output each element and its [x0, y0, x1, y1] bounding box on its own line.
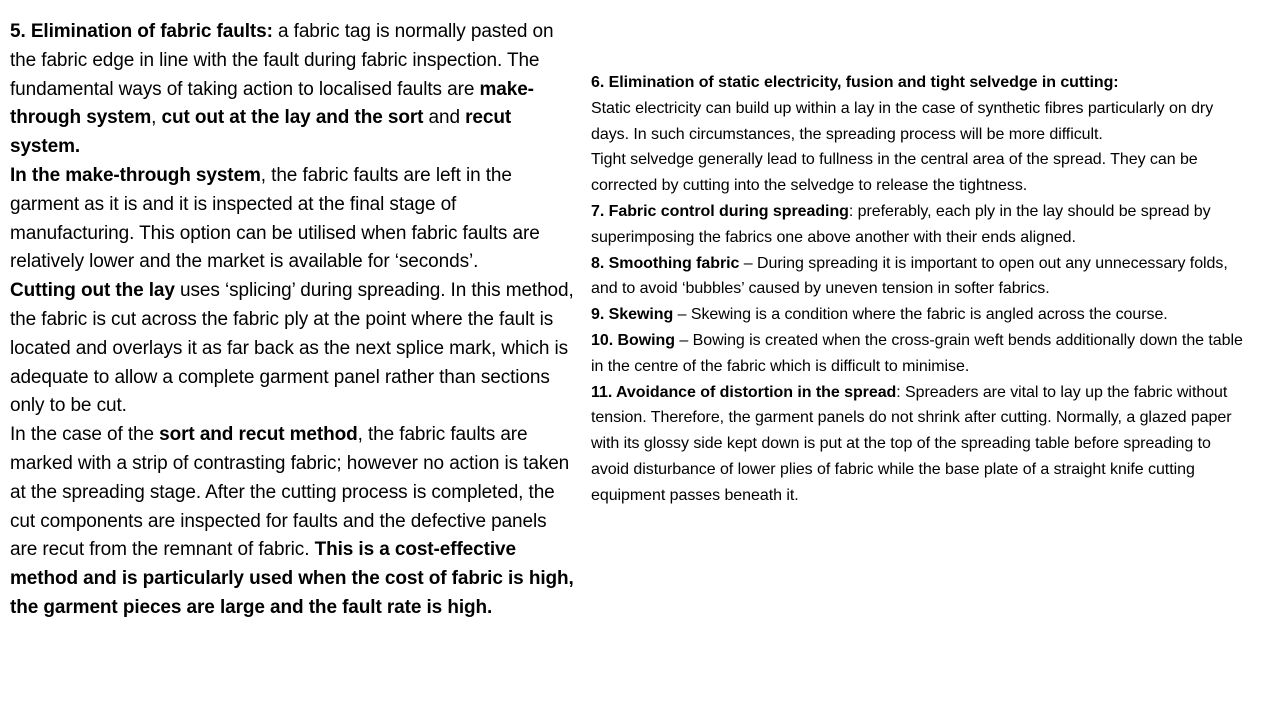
paragraph-make-through — [10, 162, 576, 277]
left-text-column — [10, 18, 576, 623]
text: , the fabric faults are left in the garment as it is and it is inspected at the final stage of manufacturing. This option can be utilised when fabric faults are relatively lower and the market is available for ‘seconds’. — [10, 164, 540, 273]
text: – During spreading it is important to open out any unnecessary folds, and to avoid ‘bubbles’ caused by uneven tension in softer fabrics. — [591, 254, 1228, 298]
right-text-column — [591, 70, 1253, 509]
heading-skewing: 9. Skewing — [591, 306, 674, 324]
paragraph-distortion — [591, 380, 1253, 509]
term-cut-out-at-lay: cut out at the lay and the sort — [161, 107, 424, 129]
heading-static-electricity: 6. Elimination of static electricity, fusion and tight selvedge in cutting: — [591, 74, 1119, 91]
paragraph-static-electricity — [591, 70, 1253, 147]
text: : preferably, each ply in the lay should be spread by superimposing the fabrics one above another with their ends aligned. — [591, 202, 1211, 246]
term-sort-and-recut-method: sort and recut method — [159, 424, 358, 446]
text: In the case of the — [10, 424, 160, 446]
paragraph-sort-and-recut — [10, 421, 576, 623]
heading-bowing: 10. Bowing — [591, 331, 675, 349]
heading-elimination-of-fabric-faults: 5. Elimination of fabric faults: — [10, 21, 273, 42]
paragraph-tight-selvedge: Tight selvedge generally lead to fullness in the central area of the spread. They can be corrected by cutting into the selvedge to release the tightness. — [591, 151, 1198, 195]
term-recut-system: recut system. — [10, 107, 512, 158]
paragraph-skewing — [591, 302, 1253, 328]
paragraph-fabric-control — [591, 199, 1253, 251]
text: Static electricity can build up within a lay in the case of synthetic fibres particularly on dry days. In such circumstances, the spreading process will be more difficult. — [591, 99, 1214, 143]
text: a fabric tag is normally pasted on the fabric edge in line with the fault during fabric inspection. The fundamental ways of taking action to localised faults are — [10, 21, 554, 100]
term-make-through-system: make-through system — [10, 78, 534, 129]
paragraph-smoothing-fabric — [591, 251, 1253, 303]
text: , the fabric faults are marked with a strip of contrasting fabric; however no action is taken at the spreading stage. After the cutting process is completed, the cut components are inspected for faults and the defective panels are recut from the remnant of fabric. — [10, 424, 570, 561]
text: – Bowing is created when the cross-grain weft bends additionally down the table in the centre of the fabric which is difficult to minimise. — [591, 331, 1243, 375]
term-make-through: In the make-through system — [10, 164, 261, 186]
text: – Skewing is a condition where the fabric is angled across the course. — [673, 306, 1168, 324]
text: , — [151, 107, 162, 129]
heading-avoidance-of-distortion: 11. Avoidance of distortion in the spread — [591, 383, 897, 401]
paragraph-cutting-out-lay — [10, 277, 576, 421]
heading-smoothing-fabric: 8. Smoothing fabric — [591, 254, 740, 272]
paragraph-bowing — [591, 328, 1253, 380]
text: uses ‘splicing’ during spreading. In this method, the fabric is cut across the fabric ply at the point where the fault is located and overlays it as far back as the next splice mark, which is adequate to allow a complete garment panel rather than sections only to be cut. — [10, 280, 574, 417]
heading-fabric-control: 7. Fabric control during spreading — [591, 202, 849, 220]
term-cutting-out-the-lay: Cutting out the lay — [10, 280, 175, 302]
paragraph-fabric-faults — [10, 18, 576, 162]
emphasis-cost-effective: This is a cost-effective method and is particularly used when the cost of fabric is high, the garment pieces are large and the fault rate is high. — [10, 539, 574, 618]
text: : Spreaders are vital to lay up the fabric without tension. Therefore, the garment panels do not shrink after cutting. Normally, a glazed paper with its glossy side kept down is put at the top of the spreading table before spreading to avoid disturbance of lower plies of fabric while the base plate of a straight knife cutting equipment passes beneath it. — [591, 383, 1232, 504]
text: and — [423, 107, 466, 129]
